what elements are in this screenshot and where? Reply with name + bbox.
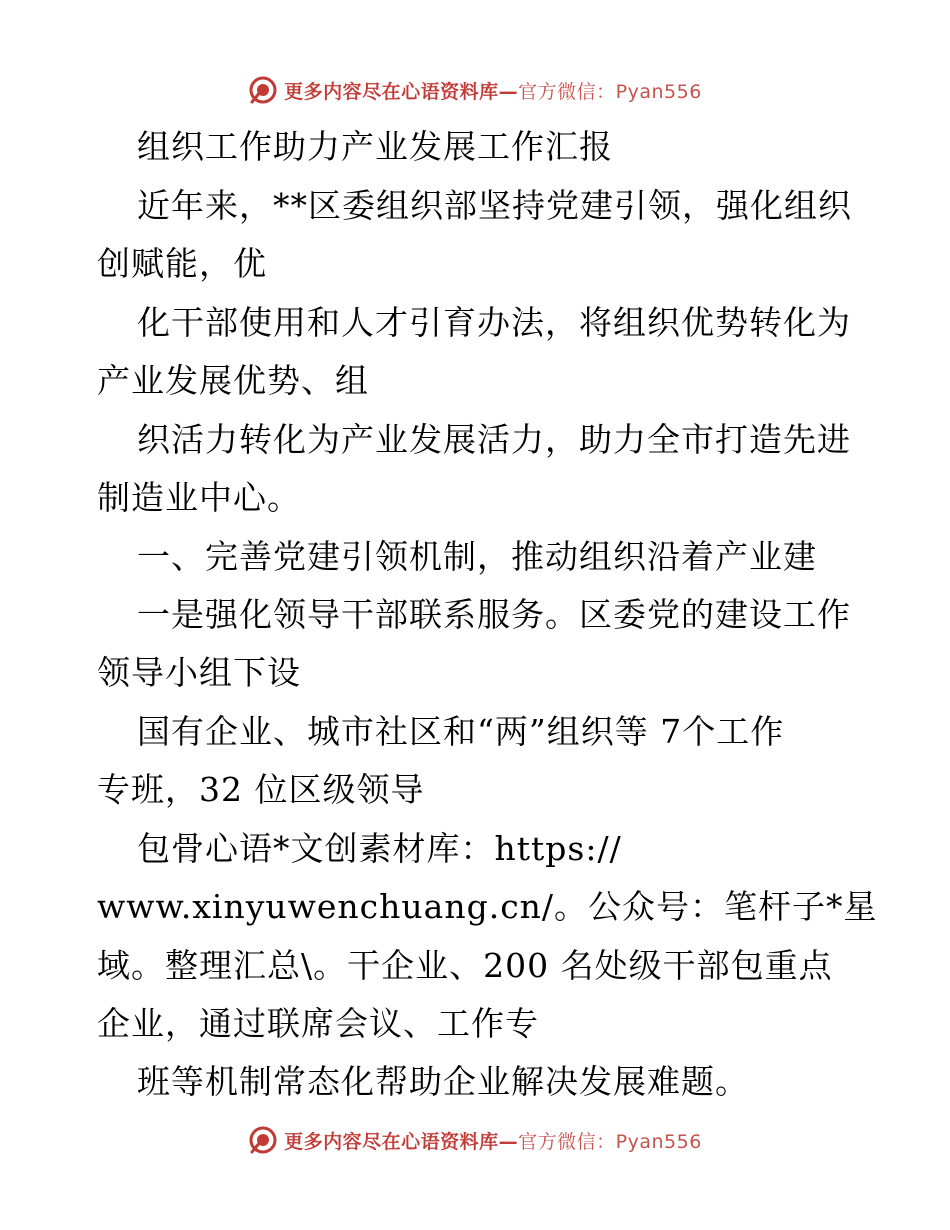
paragraph-line: 域。整理汇总\。干企业、200 名处级干部包重点 xyxy=(97,946,833,985)
footer-banner xyxy=(0,1120,950,1160)
paragraph-line: 专班，32 位区级领导 xyxy=(97,770,425,809)
paragraph-line: 产业发展优势、组 xyxy=(97,361,369,400)
pen-logo-icon xyxy=(248,1125,278,1155)
paragraph-line: 企业，通过联席会议、工作专 xyxy=(97,1004,539,1043)
banner-text: 更多内容尽在心语资料库— xyxy=(284,1130,519,1153)
paragraph-line: 近年来，**区委组织部坚持党建引领，强化组织 xyxy=(137,186,852,225)
paragraph-line: www.xinyuwenchuang.cn/。公众号：笔杆子*星 xyxy=(97,887,878,926)
paragraph-line: 制造业中心。 xyxy=(97,478,301,517)
paragraph-line: 化干部使用和人才引育办法，将组织优势转化为 xyxy=(137,303,851,342)
paragraph-line: 创赋能，优 xyxy=(97,244,267,283)
paragraph-line: 国有企业、城市社区和“两”组织等 7个工作 xyxy=(137,712,785,751)
paragraph-line: 领导小组下设 xyxy=(97,653,301,692)
paragraph-line: 包骨心语*文创素材库：https:// xyxy=(137,829,622,868)
paragraph-line: 织活力转化为产业发展活力，助力全市打造先进 xyxy=(137,420,851,459)
paragraph-line: 一是强化领导干部联系服务。区委党的建设工作 xyxy=(137,595,851,634)
banner-wechat: 官方微信：Pyan556 xyxy=(518,1130,702,1153)
banner-wechat: 官方微信：Pyan556 xyxy=(518,80,702,103)
paragraph-line: 班等机制常态化帮助企业解决发展难题。 xyxy=(137,1062,749,1101)
section-heading: 一、完善党建引领机制，推动组织沿着产业建 xyxy=(137,537,817,576)
document-title: 组织工作助力产业发展工作汇报 xyxy=(137,127,613,166)
banner-text: 更多内容尽在心语资料库— xyxy=(284,80,519,103)
